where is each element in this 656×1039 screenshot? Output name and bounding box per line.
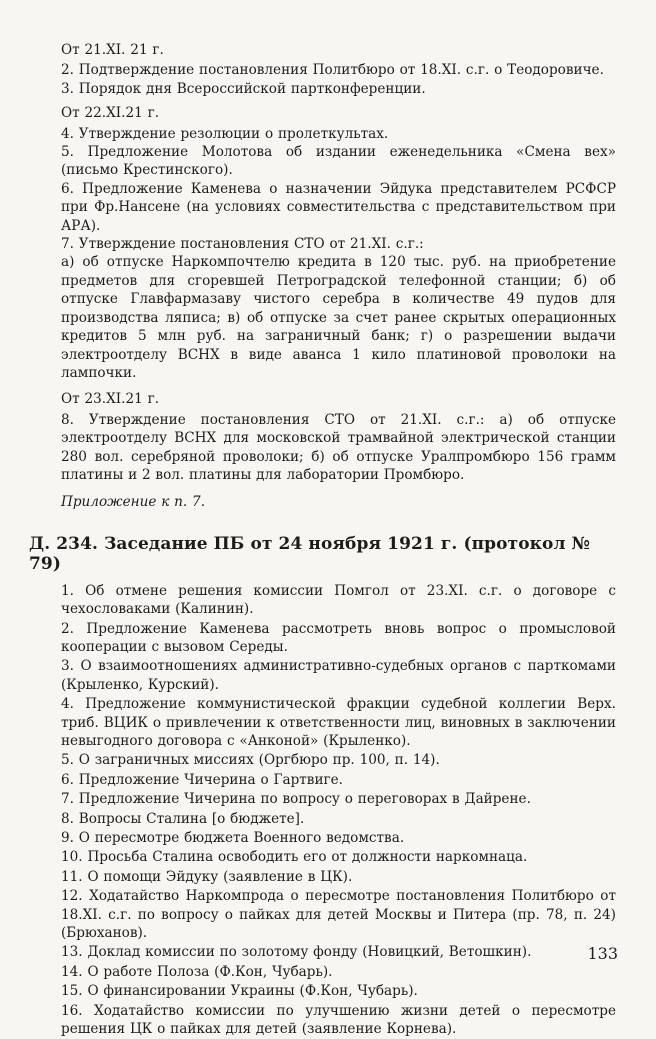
agenda-item: 10. Просьба Сталина освободить его от должности наркомнаца. [61,849,528,866]
item-7: 7. Утверждение постановления СТО от 21.XI. с.г.: [61,236,424,253]
agenda-item: 11. О помощи Эйдуку (заявление в ЦК). [61,868,353,885]
item-7-details: а) об отпуске Наркомпочтелю кредита в 120 тыс. руб. на приобретение предметов для сгоревшей Петроградской телефонной станции; б) об отпуске Главфармазаву чистого серебра в количестве 49 пудов для производства ляписа; в) об отпуске за счет ранее скрытых операционных кредитов 5 млн руб. на заграничный банк; г) о разрешении выдачи электроотделу ВСНХ в виде аванса 1 кило платиновой проволоки на лампочки. [61,254,616,381]
agenda-item: 3. О взаимоотношениях административно-судебных органов с парткомами (Крыленко, Курский). [61,658,616,693]
agenda-item: 15. О финансировании Украины (Ф.Кон, Чубарь). [61,983,418,1000]
agenda-item: 2. Предложение Каменева рассмотреть вновь вопрос о промысловой кооперации с вызовом Середы. [61,620,616,655]
date-line: От 22.XI.21 г. [61,105,160,122]
date-line: От 21.XI. 21 г. [61,42,164,58]
agenda-item: 12. Ходатайство Наркомпрода о пересмотре постановления Политбюро от 18.XI. с.г. по вопросу о пайках для детей Москвы и Питера (пр. 78, п. 24) (Брюханов). [61,888,616,942]
agenda-item: 1. Об отмене решения комиссии Помгол от 23.XI. с.г. о договоре с чехословаками (Калинин). [61,582,616,618]
item-8: 8. Утверждение постановления СТО от 21.XI. с.г.: а) об отпуске электроотделу ВСНХ для московской трамвайной электрической станции 280 вол. серебряной проволоки; б) об отпуске Уралпромбюро 156 грамм платины и 2 вол. платины для лаборатории Промбюро. [61,411,616,483]
section-heading: Д. 234. Заседание ПБ от 24 ноября 1921 г. (протокол № 79) [29,533,591,574]
agenda-item: 6. Предложение Чичерина о Гартвиге. [61,771,343,788]
agenda-item: 16. Ходатайство комиссии по улучшению жизни детей о пересмотре решения ЦК о пайках для детей (заявление Корнева). [61,1002,616,1038]
agenda-item: 9. О пересмотре бюджета Военного ведомства. [61,830,405,847]
item-5: 5. Предложение Молотова об издании еженедельника «Смена вех» (письмо Крестинского). [61,144,616,179]
item-6: 6. Предложение Каменева о назначении Эйдука представителем РСФСР при Фр.Нансене (на условиях совместительства с представительством при АРА). [61,180,616,234]
date-line: От 23.XI.21 г. [61,391,160,408]
agenda-item: 4. Предложение коммунистической фракции судебной коллегии Верх. триб. ВЦИК о привлечении к ответственности лиц, виновных в заключении невыгодного договора с «Анконой» (Крыленко). [61,696,616,749]
agenda-list [61,582,616,1039]
appendix-note: Приложение к п. 7. [61,494,206,511]
text-column [29,41,616,1039]
agenda-item: 8. Вопросы Сталина [о бюджете]. [61,810,305,827]
item-3: 3. Порядок дня Всероссийской партконференции. [61,80,426,97]
page-number: 133 [587,944,618,963]
agenda-item: 7. Предложение Чичерина по вопросу о переговорах в Дайрене. [61,791,531,808]
agenda-item: 13. Доклад комиссии по золотому фонду (Новицкий, Ветошкин). [61,944,532,961]
item-4: 4. Утверждение резолюции о пролеткультах. [61,125,389,142]
item-2: 2. Подтверждение постановления Политбюро от 18.XI. с.г. о Теодоровиче. [61,62,604,79]
agenda-item: 5. О заграничных миссиях (Оргбюро пр. 100, п. 14). [61,752,440,769]
agenda-item: 14. О работе Полоза (Ф.Кон, Чубарь). [61,963,333,980]
